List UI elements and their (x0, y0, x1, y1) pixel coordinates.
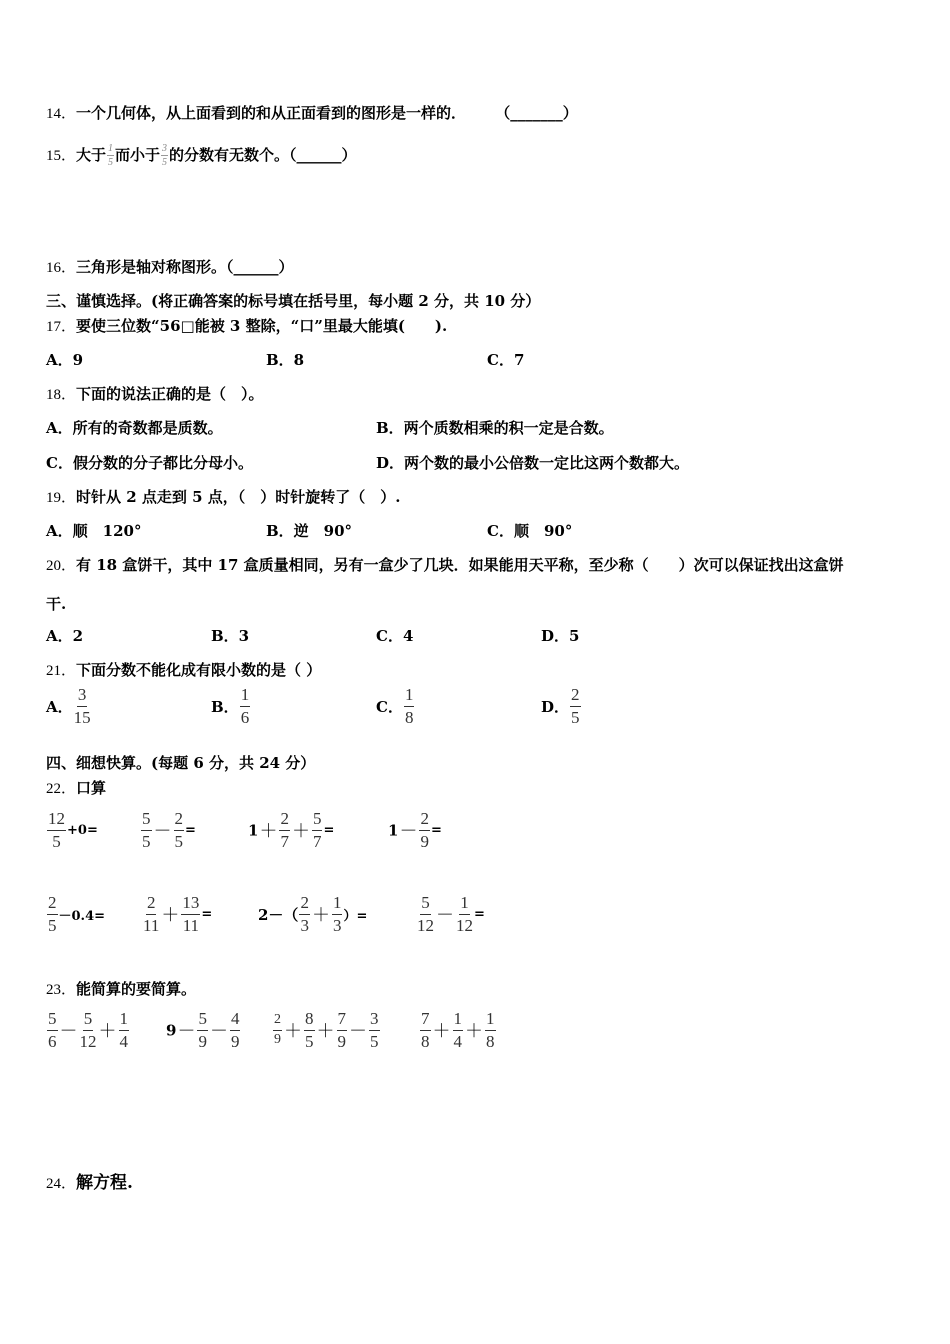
question-17 (46, 315, 447, 336)
calc-expression (46, 1010, 130, 1051)
option-label: D． (541, 697, 570, 716)
fraction (299, 894, 310, 935)
denominator: 6 (240, 707, 250, 727)
numerator: 5 (47, 1010, 58, 1031)
expression-tail: ）= (343, 908, 368, 924)
question-text: 下面的说法正确的是（ ）。 (76, 385, 264, 403)
numerator: 5 (420, 894, 431, 915)
option-a[interactable] (46, 686, 92, 727)
fraction (181, 894, 200, 935)
question-14 (46, 102, 578, 123)
operator: ＋ (465, 1021, 483, 1043)
question-20-continued: 干. (46, 595, 67, 613)
denominator: 6 (48, 1031, 57, 1051)
question-number: 14． (46, 106, 77, 122)
question-number: 19． (46, 490, 77, 506)
numerator: 1 (108, 143, 114, 154)
numerator: 3 (77, 686, 88, 707)
calc-expression (272, 1010, 381, 1051)
question-number: 20． (46, 558, 77, 574)
numerator: 12 (47, 810, 66, 831)
numerator: 2 (146, 894, 157, 915)
option-d[interactable]: D．5 (541, 627, 580, 645)
option-a[interactable]: A．顺 120° (46, 522, 142, 540)
option-label: C． (376, 697, 403, 716)
denominator: 5 (305, 1031, 314, 1051)
denominator: 9 (198, 1031, 207, 1051)
denominator: 8 (421, 1031, 430, 1051)
question-number: 21． (46, 663, 77, 679)
operator: ＋ (161, 905, 180, 927)
numerator: 1 (240, 686, 251, 707)
denominator: 8 (404, 707, 414, 727)
fraction (456, 894, 473, 935)
fraction (453, 1010, 464, 1051)
fraction (570, 686, 581, 727)
calc-expression (258, 894, 367, 935)
numerator: 7 (420, 1010, 431, 1031)
question-text: 大于 (76, 146, 107, 164)
operator: ＋ (259, 821, 278, 843)
numerator: 5 (197, 1010, 208, 1031)
denominator: 3 (300, 915, 309, 935)
expression-tail: －0.4= (58, 908, 106, 924)
fraction (47, 1010, 58, 1051)
question-22 (46, 777, 106, 798)
expression-prefix: 1 (388, 821, 399, 840)
question-number: 22． (46, 781, 77, 797)
option-label: B． (211, 697, 239, 716)
option-b[interactable]: B．逆 90° (266, 522, 353, 540)
fraction (404, 686, 415, 727)
question-text: 解方程. (76, 1173, 133, 1193)
question-number: 24． (46, 1176, 77, 1192)
question-text: 一个几何体，从上面看到的和从正面看到的图形是一样的． (76, 104, 467, 122)
option-a[interactable]: A．所有的奇数都是质数。 (46, 419, 223, 437)
expression-prefix: 9 (166, 1021, 177, 1040)
question-number: 15． (46, 148, 77, 164)
numerator: 2 (273, 1013, 282, 1031)
question-text: 时针从 2 点走到 5 点，（ ）时针旋转了（ ）. (76, 488, 401, 506)
question-19 (46, 486, 401, 507)
fraction (337, 1010, 348, 1051)
operator: ＋ (311, 905, 330, 927)
numerator: 5 (141, 810, 152, 831)
fraction (143, 894, 159, 935)
numerator: 1 (119, 1010, 130, 1031)
operator: ＋ (98, 1021, 117, 1043)
fraction (369, 1010, 380, 1051)
fraction (119, 1010, 130, 1051)
fraction (161, 144, 168, 168)
fraction (107, 144, 114, 168)
denominator: 5 (370, 1031, 379, 1051)
denominator: 9 (420, 831, 429, 851)
option-c[interactable]: C．假分数的分子都比分母小。 (46, 454, 253, 472)
operator: － (349, 1021, 367, 1043)
option-c[interactable]: C．顺 90° (487, 522, 573, 540)
fraction (230, 1010, 241, 1051)
denominator: 9 (337, 1031, 346, 1051)
denominator: 4 (119, 1031, 128, 1051)
denominator: 7 (312, 831, 322, 851)
denominator: 5 (162, 156, 168, 168)
question-text: 口算 (76, 779, 107, 797)
option-c[interactable]: C．4 (376, 627, 414, 645)
fraction (279, 810, 290, 851)
question-text: 能简算的要简算。 (76, 980, 197, 998)
operator: ＋ (316, 1021, 335, 1043)
expression-tail: = (323, 822, 335, 838)
option-c[interactable] (376, 686, 415, 727)
question-text: 的分数有无数个。（______） (169, 146, 357, 164)
denominator: 11 (182, 915, 200, 935)
expression-tail: = (185, 822, 196, 838)
numerator: 1 (404, 686, 415, 707)
denominator: 12 (456, 915, 473, 935)
calc-expression (140, 810, 196, 851)
denominator: 9 (230, 1031, 240, 1051)
operator: ＋ (284, 1021, 302, 1043)
denominator: 3 (332, 915, 342, 935)
question-23 (46, 978, 196, 999)
operator: － (153, 821, 172, 843)
fraction (74, 686, 91, 727)
numerator: 2 (47, 894, 58, 915)
denominator: 5 (142, 831, 151, 851)
denominator: 12 (417, 915, 434, 935)
denominator: 5 (108, 156, 114, 168)
section-4-title: 四、细想快算。(每题 6 分，共 24 分） (46, 754, 316, 772)
operator: － (399, 821, 418, 843)
question-15 (46, 144, 357, 168)
fraction (47, 894, 58, 935)
question-20 (46, 554, 844, 575)
numerator: 1 (485, 1010, 496, 1031)
calc-expression (142, 894, 212, 935)
numerator: 13 (181, 894, 200, 915)
option-b[interactable] (211, 686, 251, 727)
operator: － (209, 1021, 228, 1043)
section-3-title: 三、谨慎选择。(将正确答案的标号填在括号里，每小题 2 分，共 10 分） (46, 292, 541, 310)
denominator: 11 (143, 915, 160, 935)
fraction (174, 810, 185, 851)
numerator: 5 (83, 1010, 94, 1031)
fraction (273, 1013, 282, 1047)
option-b[interactable]: B．3 (211, 627, 250, 645)
denominator: 4 (453, 1031, 462, 1051)
expression-prefix: 1 (248, 821, 259, 840)
expression-tail: = (430, 822, 442, 838)
fraction (312, 810, 323, 851)
numerator: 1 (459, 894, 470, 915)
expression-tail: +0= (67, 822, 98, 838)
fraction (304, 1010, 315, 1051)
option-d[interactable]: D．两个数的最小公倍数一定比这两个数都大。 (376, 454, 690, 472)
calc-expression (166, 1010, 241, 1051)
question-number: 23． (46, 982, 77, 998)
denominator: 5 (174, 831, 183, 851)
question-21 (46, 659, 321, 680)
numerator: 8 (304, 1010, 315, 1031)
denominator: 5 (48, 915, 57, 935)
option-c[interactable]: C．7 (487, 351, 525, 369)
expression-tail: = (474, 906, 485, 922)
denominator: 7 (280, 831, 289, 851)
expression-prefix: 2－（ (258, 905, 299, 924)
question-text: 下面分数不能化成有限小数的是（ ） (76, 661, 322, 679)
calc-expression (46, 810, 98, 851)
fraction (332, 894, 343, 935)
numerator: 2 (570, 686, 581, 707)
calc-expression (46, 894, 105, 935)
numerator: 2 (279, 810, 290, 831)
expression-tail: = (201, 906, 213, 922)
numerator: 1 (332, 894, 343, 915)
fraction (419, 810, 430, 851)
numerator: 2 (419, 810, 430, 831)
question-text: 三角形是轴对称图形。（______） (76, 258, 294, 276)
denominator: 15 (73, 707, 91, 727)
numerator: 1 (453, 1010, 464, 1031)
option-d[interactable] (541, 686, 582, 727)
fraction (485, 1010, 496, 1051)
denominator: 5 (52, 831, 61, 851)
fraction (197, 1010, 208, 1051)
denominator: 12 (79, 1031, 97, 1051)
calc-expression (388, 810, 442, 851)
numerator: 5 (312, 810, 323, 831)
denominator: 8 (486, 1031, 495, 1051)
numerator: 2 (174, 810, 185, 831)
question-18 (46, 383, 264, 404)
operator: ＋ (291, 821, 310, 843)
fraction (80, 1010, 97, 1051)
question-number: 17． (46, 319, 77, 335)
numerator: 2 (299, 894, 310, 915)
fraction (47, 810, 66, 851)
answer-blank[interactable]: （_______） (495, 104, 578, 122)
calc-expression (416, 894, 485, 935)
option-b[interactable]: B．8 (266, 351, 305, 369)
numerator: 7 (337, 1010, 348, 1031)
operator: － (59, 1021, 78, 1043)
operator: ＋ (432, 1021, 451, 1043)
numerator: 4 (230, 1010, 241, 1031)
option-a[interactable]: A．2 (46, 627, 84, 645)
option-a[interactable]: A．9 (46, 351, 84, 369)
fraction (420, 1010, 431, 1051)
numerator: 3 (369, 1010, 380, 1031)
fraction (417, 894, 434, 935)
question-number: 18． (46, 387, 77, 403)
fraction (240, 686, 251, 727)
operator: － (436, 905, 454, 927)
calc-expression (419, 1010, 497, 1051)
question-text: 要使三位数“56□能被 3 整除，“口”里最大能填( ). (76, 317, 448, 335)
option-b[interactable]: B．两个质数相乘的积一定是合数。 (376, 419, 614, 437)
denominator: 5 (571, 707, 580, 727)
calc-expression (248, 810, 334, 851)
operator: － (177, 1021, 196, 1043)
question-text: 而小于 (115, 146, 161, 164)
numerator: 3 (162, 143, 168, 154)
option-label: A． (46, 697, 73, 716)
question-number: 16． (46, 260, 77, 276)
denominator: 9 (274, 1031, 281, 1047)
question-16 (46, 256, 294, 277)
question-24 (46, 1168, 133, 1193)
fraction (141, 810, 152, 851)
question-text: 有 18 盒饼干，其中 17 盒质量相同，另有一盒少了几块．如果能用天平称，至少称（ ）次可以保证找出这盒饼 (76, 556, 844, 574)
